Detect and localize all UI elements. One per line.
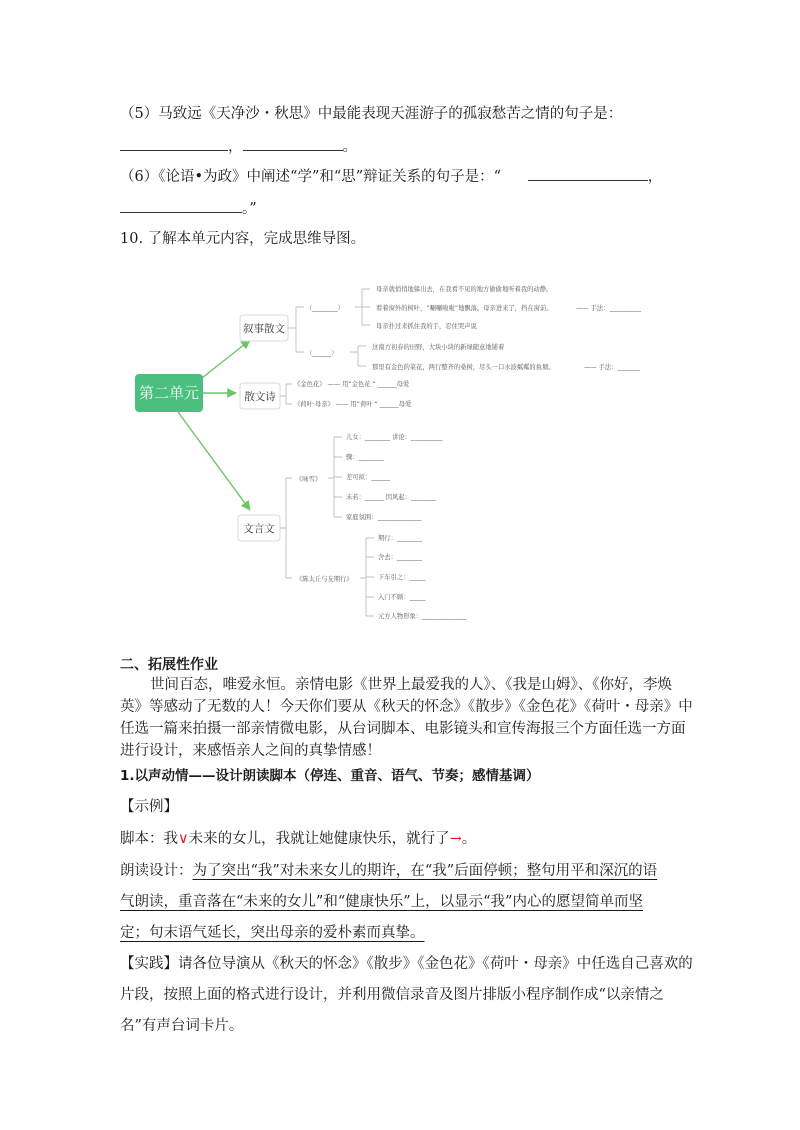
intro-line: 进行设计，来感悟亲人之间的真挚情感！ bbox=[120, 743, 381, 759]
poem-item: 《金色花》 —— 用“金色花 “ ______母爱 bbox=[294, 381, 410, 388]
poem-item: 《荷叶·母亲》 —— 用“荷叶 “ ______母爱 bbox=[294, 401, 412, 408]
classical-term: 家庭氛围：______________ bbox=[346, 514, 422, 521]
root-node-label: 第二单元 bbox=[138, 384, 200, 402]
narrative-quote: 那里有金色的菜花，两行整齐的桑树，尽头一口水波粼粼的鱼塘。 bbox=[372, 364, 555, 371]
reading-design-text: 定；句末语气延长，突出母亲的爱朴素而真挚。 bbox=[120, 925, 425, 941]
narrative-item-1: （________） bbox=[306, 305, 344, 312]
intro-line: 英》等感动了无数的人！今天你们要从《秋天的怀念》《散步》《金色花》《荷叶・母亲》中 bbox=[120, 699, 693, 715]
narrative-quote: 这南方初春的田野，大块小块的新绿随意地铺着 bbox=[372, 344, 505, 351]
branch-narrative-label: 叙事散文 bbox=[243, 323, 285, 335]
narrative-method: —— 手法：_______ bbox=[584, 364, 640, 371]
intro-line: 世间百态，唯爱永恒。亲情电影《世界上最爱我的人》、《我是山姆》、《你好，李焕 bbox=[150, 677, 672, 693]
classical-term: 舍去：________ bbox=[378, 554, 423, 561]
section-2-title: 二、拓展性作业 bbox=[120, 657, 218, 673]
classical-item-2: 《陈太丘与友期行》 bbox=[296, 576, 353, 583]
script-middle: 未来的女儿，我就让她健康快乐，就行了 bbox=[188, 831, 450, 847]
reading-design-text: 为了突出“我”对未来女儿的期许，在“我”后面停顿；整句用平和深沉的语 bbox=[192, 863, 658, 879]
practice-label: 【实践】 bbox=[120, 956, 178, 972]
question-5-text: （5）马致远《天净沙・秋思》中最能表现天涯游子的孤寂愁苦之情的句子是： bbox=[120, 106, 623, 122]
classical-term: 下车引之：_____ bbox=[378, 574, 426, 581]
practice-text: 名”有声台词卡片。 bbox=[120, 1018, 244, 1034]
example-label: 【示例】 bbox=[120, 799, 178, 815]
branch-poem-label: 散文诗 bbox=[244, 391, 276, 403]
classical-term: 未若：______ 因风起：________ bbox=[346, 494, 437, 501]
pause-mark-icon: ∨ bbox=[178, 831, 189, 847]
script-prefix: 脚本：我 bbox=[120, 831, 178, 847]
end-punct: 。 bbox=[342, 139, 357, 155]
separator: ， bbox=[228, 139, 243, 155]
separator: ， bbox=[647, 169, 663, 185]
root-arrow bbox=[178, 412, 250, 510]
classical-term: 差可拟：______ bbox=[346, 474, 391, 481]
classical-term: 骤：________ bbox=[346, 454, 384, 461]
practice-text: 片段，按照上面的格式进行设计，并利用微信录音及图片排版小程序制作成“以亲情之 bbox=[120, 987, 664, 1003]
root-arrow bbox=[202, 340, 250, 378]
narrative-method: —— 手法：__________ bbox=[576, 305, 641, 312]
classical-term: 儿女：________ 讲论：__________ bbox=[346, 434, 443, 441]
script-line bbox=[120, 828, 476, 850]
reading-design-label: 朗读设计： bbox=[120, 863, 193, 879]
script-end: 。 bbox=[461, 831, 477, 847]
narrative-quote: 母亲扑过来抓住我的手，忍住哭声说 bbox=[376, 323, 477, 330]
intro-line: 任选一篇来拍摄一部亲情微电影，从台词脚本、电影镜头和宣传海报三个方面任选一方面 bbox=[120, 721, 686, 737]
classical-item-1: 《咏雪》 bbox=[296, 476, 322, 483]
reading-design-line bbox=[120, 860, 657, 882]
practice-line bbox=[120, 953, 693, 975]
branch-classical-label: 文言文 bbox=[243, 523, 275, 535]
classical-term: 入门不顾：_____ bbox=[378, 594, 426, 601]
practice-text: 请各位导演从《秋天的怀念》《散步》《金色花》《荷叶・母亲》中任选自己喜欢的 bbox=[178, 956, 693, 972]
classical-term: 期行：________ bbox=[378, 535, 423, 542]
end-punct: 。” bbox=[242, 201, 257, 217]
narrative-quote: 看着窗外的树叶，“唰唰啦啦”地飘落。母亲进来了，挡在窗前。 bbox=[376, 305, 553, 312]
narrative-quote: 母亲就悄悄地躲出去，在我看不见的地方偷偷地听着我的动静。 bbox=[376, 286, 553, 293]
question-6-text: （6）《论语•为政》中阐述“学”和“思”辩证关系的句子是：“ bbox=[120, 169, 502, 185]
subsection-1-title: 1.以声动情——设计朗读脚本（停连、重音、语气、节奏；感情基调） bbox=[120, 768, 540, 784]
reading-design-text: 气朗读，重音落在“未来的女儿”和“健康快乐”上，以显示“我”内心的愿望简单而坚 bbox=[120, 894, 643, 910]
classical-term: 元方人物形象：______________ bbox=[378, 613, 467, 620]
question-10: 10. 了解本单元内容，完成思维导图。 bbox=[120, 231, 366, 247]
narrative-item-2: （______） bbox=[306, 350, 338, 357]
extend-arrow-icon: → bbox=[449, 831, 462, 847]
